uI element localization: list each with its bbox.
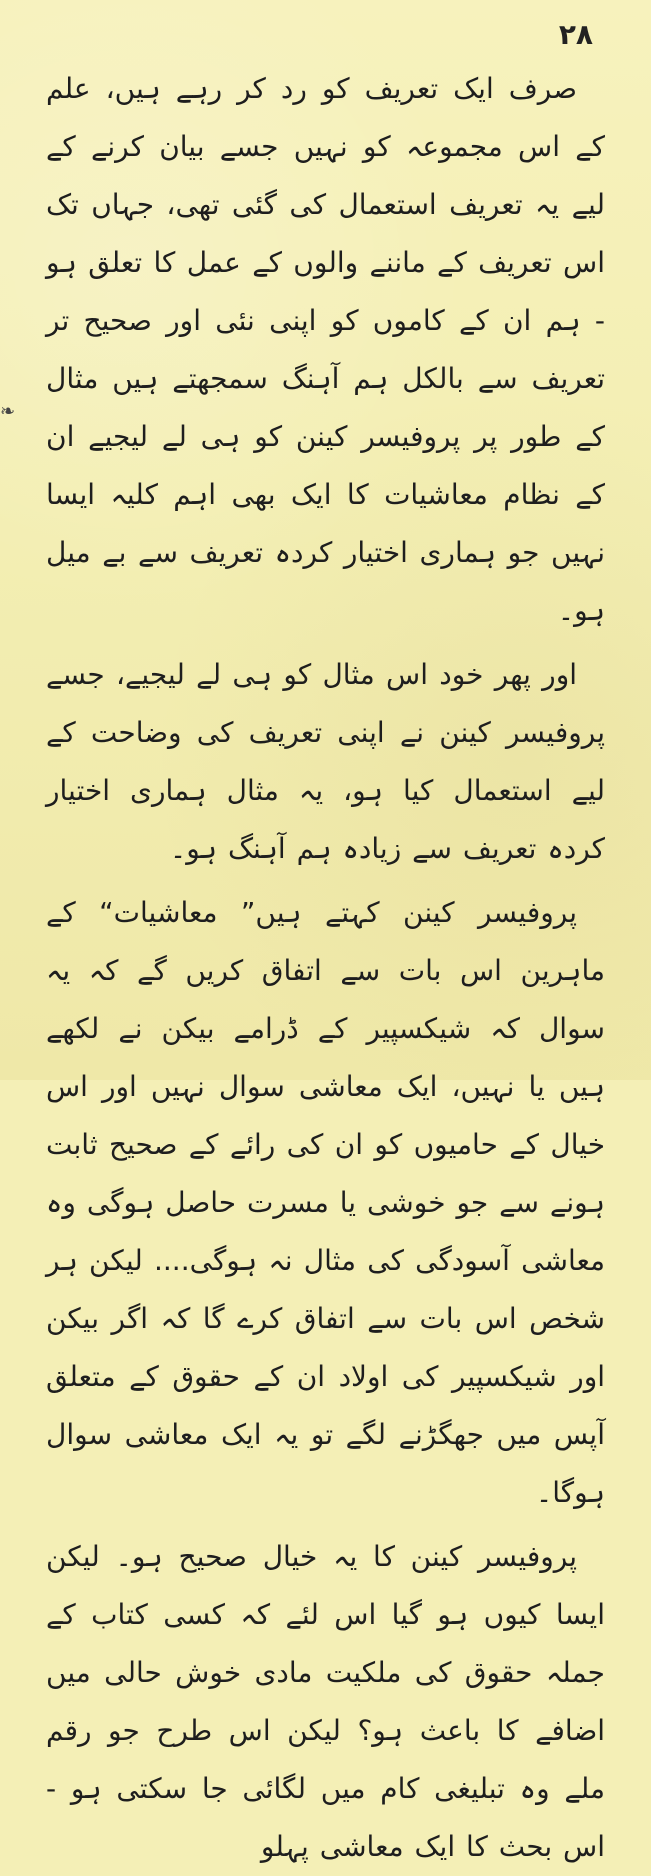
margin-mark: ❧ [0,401,16,422]
page-number: ۲۸ [558,18,593,51]
paragraph-2: اور پھر خود اس مثال کو ہی لے لیجیے، جسے پروفیسر کینن نے اپنی تعریف کی وضاحت کے لیے استعمال کیا ہو، یہ مثال ہماری اختیار کردہ تعریف سے زیادہ ہم آہنگ ہو۔ [46,658,605,865]
paragraph-1: صرف ایک تعریف کو رد کر رہے ہیں، علم کے اس مجموعہ کو نہیں جسے بیان کرنے کے لیے یہ تعریف استعمال کی گئی تھی، جہاں تک اس تعریف کے ماننے والوں کے عمل کا تعلق ہو - ہم ان کے کاموں کو اپنی نئی اور صحیح تر تعریف سے بالکل ہم آہنگ سمجھتے ہیں مثال کے طور پر پروفیسر کینن کو ہی لے لیجیے ان کے نظام معاشیات کا ایک بھی اہم کلیہ ایسا نہیں جو ہماری اختیار کردہ تعریف سے بے میل ہو۔ [46,72,605,627]
document-body [46,60,605,1863]
paragraph-4: پروفیسر کینن کا یہ خیال صحیح ہو۔ لیکن ایسا کیوں ہو گیا اس لئے کہ کسی کتاب کے جملہ حقوق کی ملکیت مادی خوش حالی میں اضافے کا باعث ہو؟ لیکن اس طرح جو رقم ملے وہ تبلیغی کام میں لگائی جا سکتی ہو - اس بحث کا ایک معاشی پہلو [46,1540,605,1863]
paragraph-3: پروفیسر کینن کہتے ہیں” معاشیات“ کے ماہرین اس بات سے اتفاق کریں گے کہ یہ سوال کہ شیکسپیر کے ڈرامے بیکن نے لکھے ہیں یا نہیں، ایک معاشی سوال نہیں اور اس خیال کے حامیوں کو ان کی رائے کے صحیح ثابت ہونے سے جو خوشی یا مسرت حاصل ہوگی وہ معاشی آسودگی کی مثال نہ ہوگی.... لیکن ہر شخص اس بات سے اتفاق کرے گا کہ اگر بیکن اور شیکسپیر کی اولاد ان کے حقوق کے متعلق آپس میں جھگڑنے لگے تو یہ ایک معاشی سوال ہوگا۔ [46,896,605,1509]
